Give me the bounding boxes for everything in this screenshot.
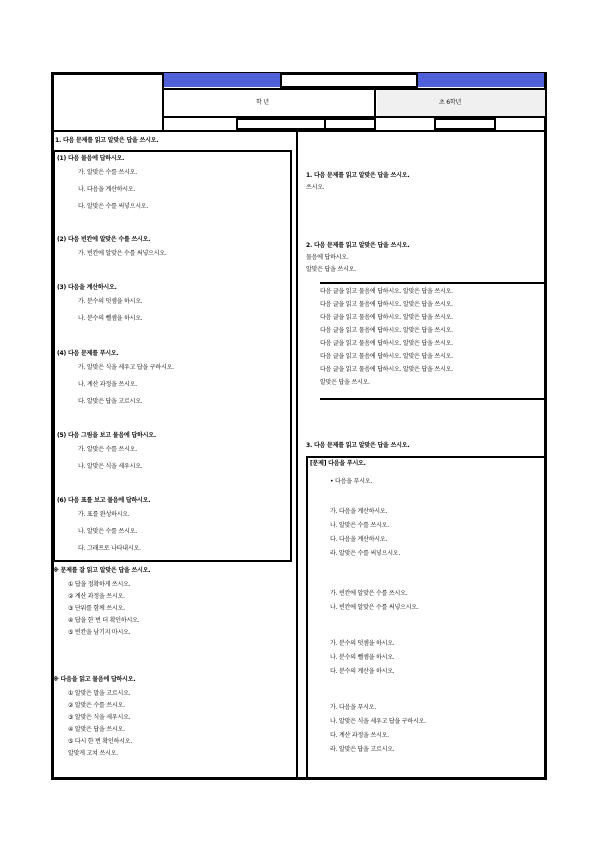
left-note-line: ② 계산 과정을 쓰시오. bbox=[68, 593, 125, 600]
header-blank-cell bbox=[280, 72, 418, 88]
header-cell-right-label: 초 6학년 bbox=[439, 99, 462, 106]
left-intro: 1. 다음 문제를 읽고 알맞은 답을 쓰시오. bbox=[55, 137, 159, 144]
right-box-line: 다. 분수의 계산을 하시오. bbox=[330, 668, 395, 675]
left-note2-line: ③ 알맞은 식을 세우시오. bbox=[68, 714, 131, 721]
right-box-line: 가. 다음을 푸시오. bbox=[330, 704, 377, 711]
logo-box bbox=[54, 75, 164, 130]
right-box-line: 나. 빈칸에 알맞은 수를 써넣으시오. bbox=[330, 604, 419, 611]
right-item1-line: 쓰시오. bbox=[306, 184, 325, 191]
right-box-line: 라. 알맞은 수를 써넣으시오. bbox=[330, 550, 401, 557]
right-box-line: 가. 분수의 덧셈을 하시오. bbox=[330, 640, 395, 647]
right-paragraph-line: 다음 글을 읽고 물음에 답하시오. 알맞은 답을 쓰시오. bbox=[320, 353, 453, 360]
left-group-line: 다. 알맞은 수를 써넣으시오. bbox=[78, 203, 149, 210]
left-group-line: 가. 알맞은 수를 쓰시오. bbox=[78, 446, 137, 453]
right-para-divider-bottom bbox=[320, 398, 546, 400]
header-cell-right bbox=[377, 90, 545, 116]
left-note-line: ④ 답을 한 번 더 확인하시오. bbox=[68, 617, 140, 624]
header-input-left[interactable] bbox=[236, 118, 326, 130]
left-group-line: 다. 그래프로 나타내시오. bbox=[78, 545, 141, 552]
right-paragraph-line: 다음 글을 읽고 물음에 답하시오. 알맞은 답을 쓰시오. bbox=[320, 366, 453, 373]
right-box-line: 가. 빈칸에 알맞은 수를 쓰시오. bbox=[330, 590, 408, 597]
right-box-line: 라. 알맞은 답을 고르시오. bbox=[330, 746, 395, 753]
right-paragraph-line: 다음 글을 읽고 물음에 답하시오. 알맞은 답을 쓰시오. bbox=[320, 288, 453, 295]
left-note2-line: ④ 알맞은 답을 쓰시오. bbox=[68, 726, 125, 733]
left-group-line: 가. 분수의 덧셈을 하시오. bbox=[78, 298, 143, 305]
left-group-line: 나. 다음을 계산하시오. bbox=[78, 186, 136, 193]
left-group-line: 가. 빈칸에 알맞은 수를 써넣으시오. bbox=[78, 250, 167, 257]
right-box-bullet: • 다음을 푸시오. bbox=[330, 478, 373, 485]
right-box-line: 다. 계산 과정을 쓰시오. bbox=[330, 732, 389, 739]
right-item2-line: 물음에 답하시오. bbox=[306, 254, 349, 261]
left-group-title: (1) 다음 물음에 답하시오. bbox=[57, 155, 125, 162]
header-rule-3 bbox=[54, 130, 546, 132]
left-note-line: ⑤ 빈칸을 남기지 마시오. bbox=[68, 629, 131, 636]
header-band-right bbox=[418, 73, 544, 87]
right-paragraph-line: 다음 글을 읽고 물음에 답하시오. 알맞은 답을 쓰시오. bbox=[320, 301, 453, 308]
left-group-line: 나. 알맞은 식을 세우시오. bbox=[78, 463, 143, 470]
header-cell-left-label: 학 년 bbox=[256, 99, 269, 106]
right-box-line: 나. 분수의 뺄셈을 하시오. bbox=[330, 654, 395, 661]
right-para-divider-top bbox=[320, 282, 546, 284]
left-group-line: 나. 알맞은 수를 쓰시오. bbox=[78, 528, 137, 535]
left-group-line: 나. 분수의 뺄셈을 하시오. bbox=[78, 315, 143, 322]
left-note-line: ① 답을 정확하게 쓰시오. bbox=[68, 581, 131, 588]
right-box-line: 나. 알맞은 수를 쓰시오. bbox=[330, 522, 389, 529]
left-note-line: ③ 단위를 함께 쓰시오. bbox=[68, 605, 125, 612]
left-group-title: (3) 다음을 계산하시오. bbox=[57, 284, 117, 291]
right-box-line: 가. 다음을 계산하시오. bbox=[330, 508, 388, 515]
left-group-title: (2) 다음 빈칸에 알맞은 수를 쓰시오. bbox=[57, 236, 151, 243]
left-group-title: (5) 다음 그림을 보고 물음에 답하시오. bbox=[57, 432, 156, 439]
left-note2-line: ⑤ 다시 한 번 확인하시오. bbox=[68, 738, 133, 745]
left-note2-line: 알맞게 고쳐 쓰시오. bbox=[68, 750, 118, 757]
left-group-line: 가. 표를 완성하시오. bbox=[78, 511, 130, 518]
left-note2-line: ① 알맞은 말을 고르시오. bbox=[68, 690, 131, 697]
right-section-title: 3. 다음 문제를 읽고 알맞은 답을 쓰시오. bbox=[306, 442, 410, 449]
right-item1-line: 1. 다음 문제를 읽고 알맞은 답을 쓰시오. bbox=[306, 172, 410, 179]
right-paragraph-line: 다음 글을 읽고 물음에 답하시오. 알맞은 답을 쓰시오. bbox=[320, 314, 453, 321]
left-note2-title: ※ 다음을 읽고 물음에 답하시오. bbox=[53, 676, 136, 683]
right-paragraph-line: 다음 글을 읽고 물음에 답하시오. 알맞은 답을 쓰시오. bbox=[320, 327, 453, 334]
left-group-line: 다. 알맞은 답을 고르시오. bbox=[78, 398, 143, 405]
right-paragraph-line: 알맞은 답을 쓰시오. bbox=[320, 379, 370, 386]
header-input-right[interactable] bbox=[434, 118, 496, 130]
left-group-line: 가. 알맞은 식을 세우고 답을 구하시오. bbox=[78, 364, 174, 371]
right-box-line: 다. 다음을 계산하시오. bbox=[330, 536, 388, 543]
right-item2-line: 알맞은 답을 쓰시오. bbox=[306, 266, 356, 273]
header-input-left-2[interactable] bbox=[326, 118, 376, 130]
header-cell-left bbox=[164, 90, 376, 116]
left-group-line: 나. 계산 과정을 쓰시오. bbox=[78, 381, 137, 388]
header-band-left bbox=[164, 73, 280, 87]
column-divider bbox=[296, 132, 298, 780]
left-note2-line: ② 알맞은 수를 쓰시오. bbox=[68, 702, 125, 709]
right-box-title: [문제] 다음을 푸시오. bbox=[310, 460, 366, 467]
right-box-line: 나. 알맞은 식을 세우고 답을 구하시오. bbox=[330, 718, 426, 725]
right-paragraph-line: 다음 글을 읽고 물음에 답하시오. 알맞은 답을 쓰시오. bbox=[320, 340, 453, 347]
right-item2-line: 2. 다음 문제를 읽고 알맞은 답을 쓰시오. bbox=[306, 242, 410, 249]
left-group-line: 가. 알맞은 수를 쓰시오. bbox=[78, 169, 137, 176]
left-note-title: ※ 문제를 잘 읽고 알맞은 답을 쓰시오. bbox=[53, 567, 151, 574]
left-group-title: (4) 다음 문제를 푸시오. bbox=[57, 350, 119, 357]
left-group-title: (6) 다음 표를 보고 물음에 답하시오. bbox=[57, 497, 151, 504]
